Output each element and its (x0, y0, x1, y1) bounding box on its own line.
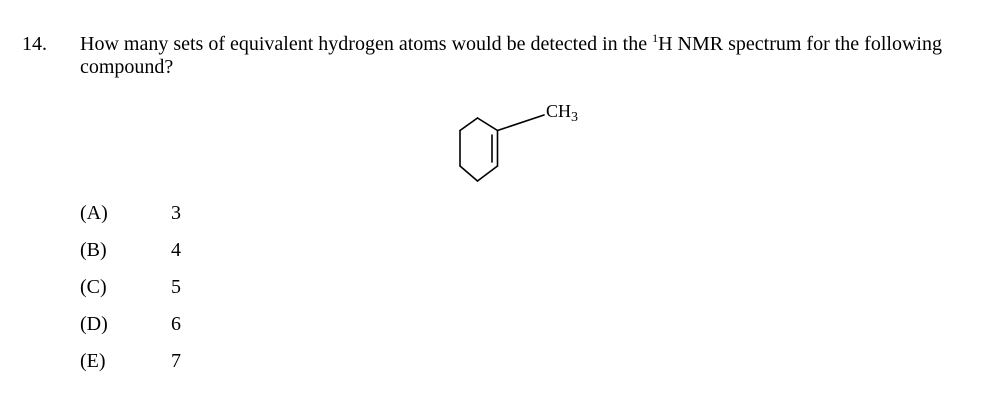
ring-bond (460, 166, 478, 181)
question-number: 14. (22, 33, 47, 55)
question-text-part1: How many sets of equivalent hydrogen atoms would be detected in the (80, 33, 653, 55)
methyl-label-base: CH (546, 101, 572, 121)
ring-bond (478, 166, 498, 181)
option-a-letter: (A) (80, 202, 108, 224)
methyl-label (546, 101, 578, 125)
question-text-part2: H NMR spectrum for the following compound? (80, 33, 942, 78)
ring-bond (460, 118, 478, 131)
methyl-bond (498, 115, 545, 131)
option-c-value: 5 (171, 276, 181, 298)
question-text (80, 33, 985, 79)
option-c-letter: (C) (80, 276, 107, 298)
methylcyclohexene-structure (440, 95, 610, 195)
option-e-value: 7 (171, 350, 181, 372)
option-e-letter: (E) (80, 350, 106, 372)
nmr-isotope-superscript: 1 (652, 31, 659, 45)
methyl-label-subscript: 3 (571, 110, 579, 125)
option-b-letter: (B) (80, 239, 107, 261)
option-d-letter: (D) (80, 313, 108, 335)
ring-bond (478, 118, 498, 131)
option-d-value: 6 (171, 313, 181, 335)
option-a-value: 3 (171, 202, 181, 224)
option-b-value: 4 (171, 239, 181, 261)
